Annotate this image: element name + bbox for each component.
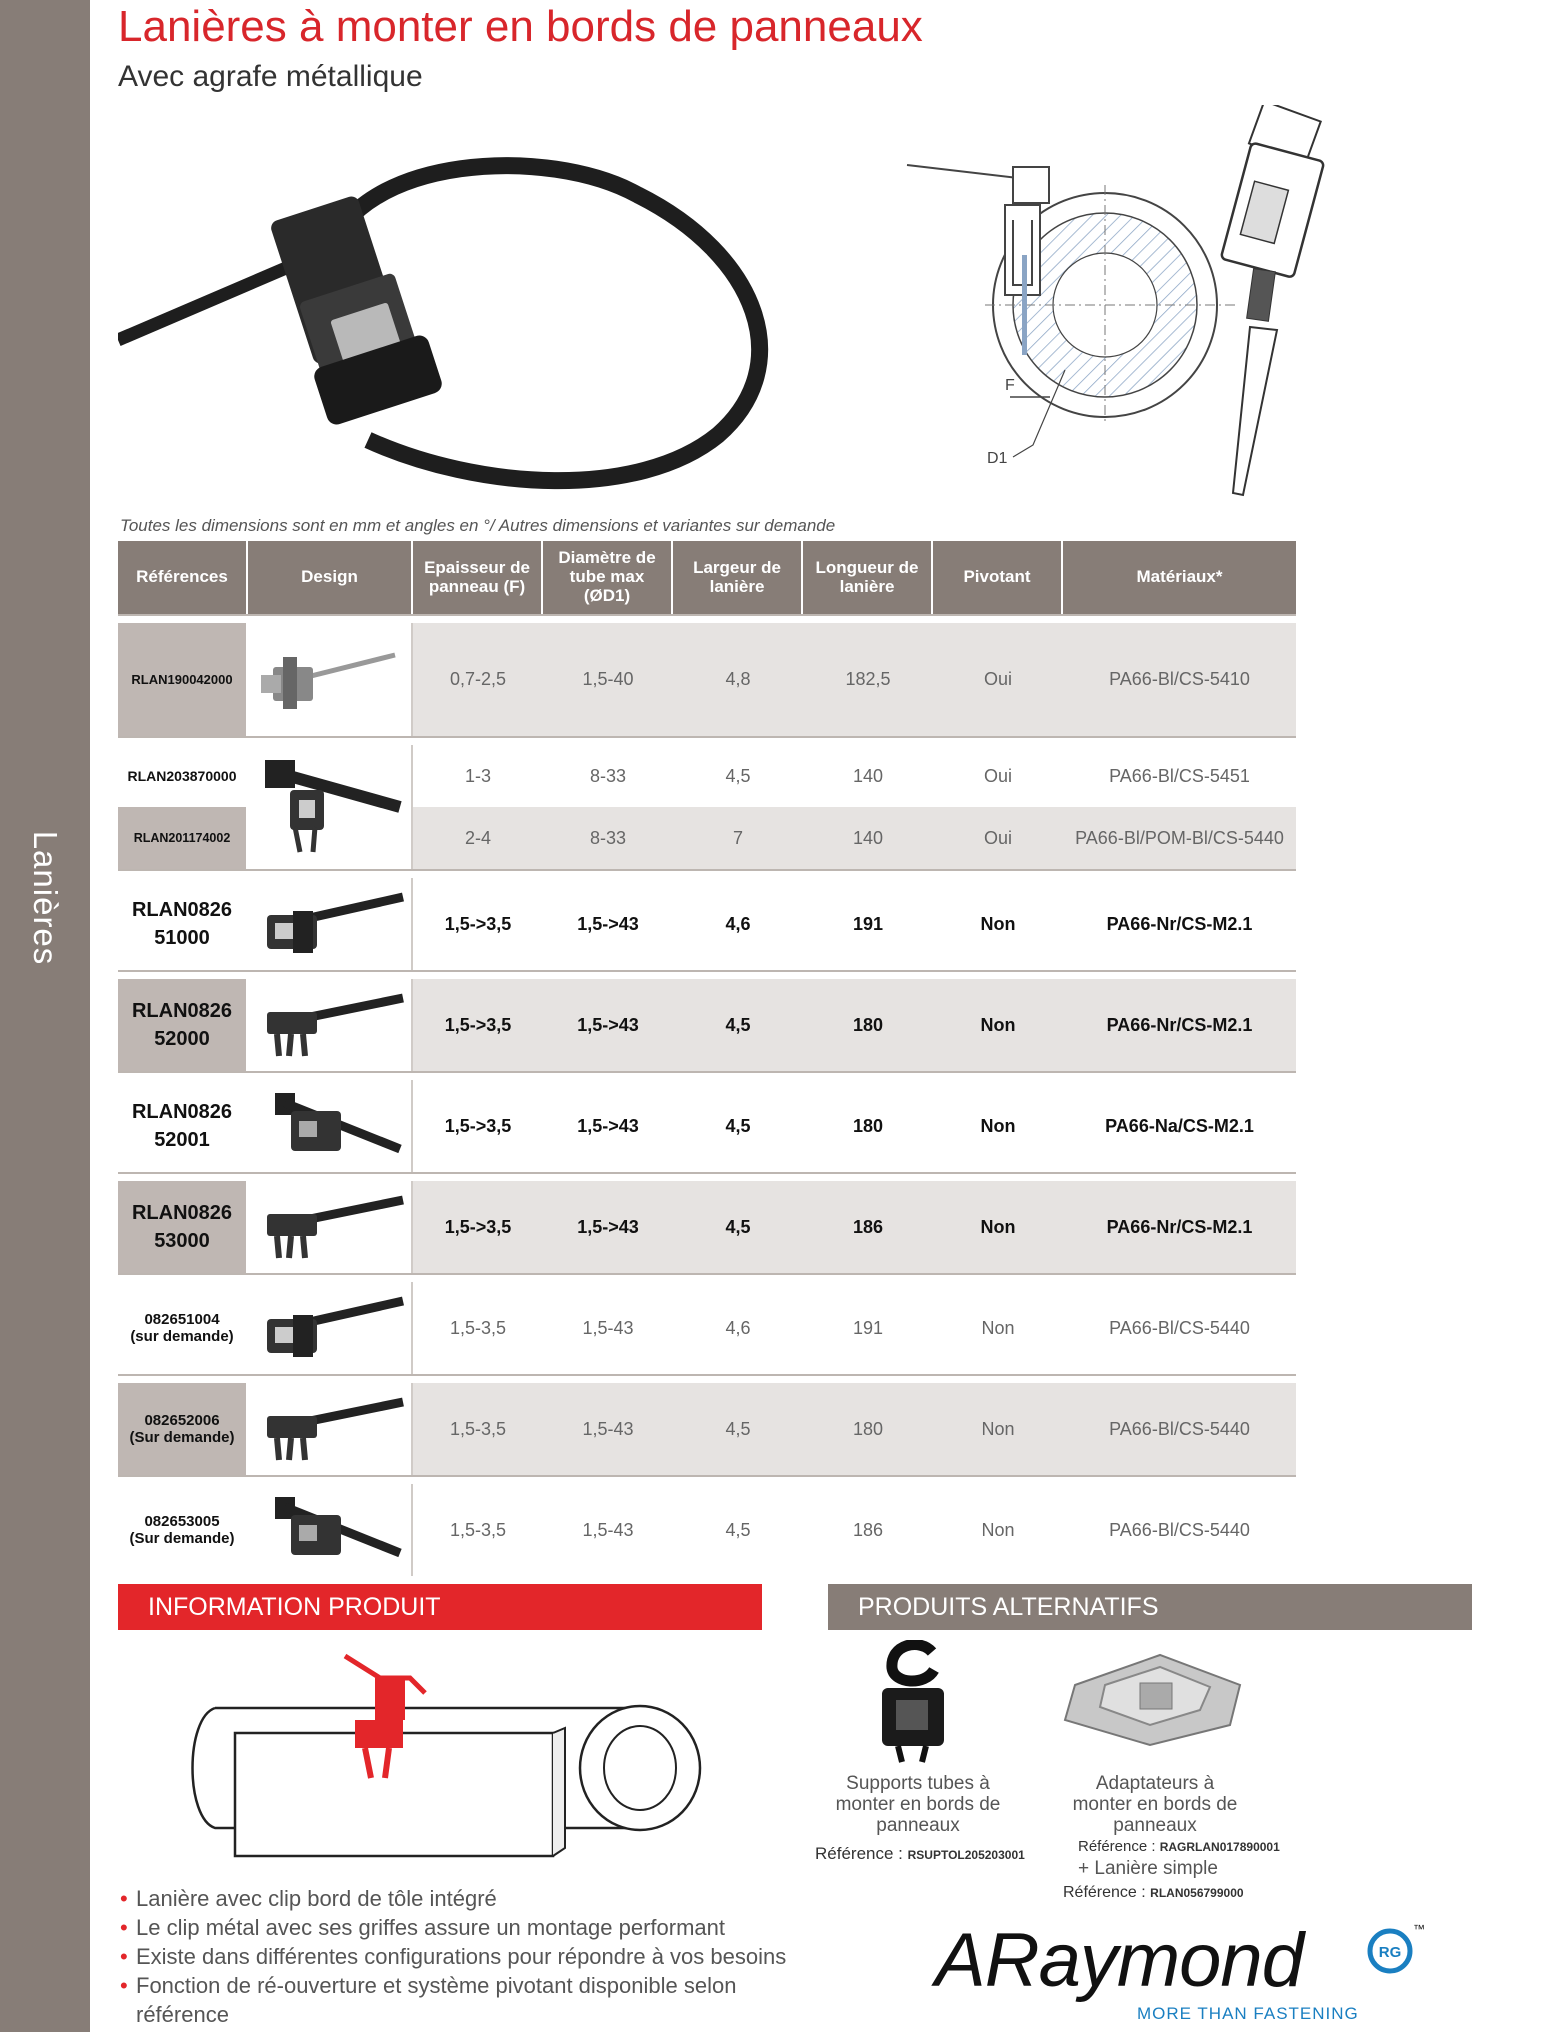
cell-longueur: 182,5 xyxy=(803,623,933,736)
design-image xyxy=(248,878,413,970)
cell-materiaux: PA66-Na/CS-M2.1 xyxy=(1063,1080,1296,1172)
table-row xyxy=(118,1181,1296,1273)
col-header-largeur: Largeur de lanière xyxy=(673,541,803,614)
label-d1: D1 xyxy=(987,450,1008,467)
cell-reference: RLAN0826 52001 xyxy=(118,1080,248,1172)
cell-largeur: 4,5 xyxy=(673,745,803,807)
cell-materiaux: PA66-Bl/POM-Bl/CS-5440 xyxy=(1063,807,1296,869)
design-image xyxy=(248,1383,413,1475)
cell-largeur: 7 xyxy=(673,807,803,869)
cell-longueur: 140 xyxy=(803,745,933,807)
alternative-adapter-ref: Référence : RAGRLAN017890001 xyxy=(1078,1838,1280,1855)
page-subtitle: Avec agrafe métallique xyxy=(118,60,423,93)
araymond-logo xyxy=(935,1918,1435,2028)
cell-longueur: 180 xyxy=(803,979,933,1071)
cell-materiaux: PA66-Bl/CS-5410 xyxy=(1063,623,1296,736)
cell-diametre: 1,5->43 xyxy=(543,1080,673,1172)
cell-diametre: 1,5-43 xyxy=(543,1282,673,1374)
cell-reference: RLAN0826 52000 xyxy=(118,979,248,1071)
alternative-adapter-ref2: Référence : RLAN056799000 xyxy=(1063,1884,1244,1901)
dimensions-note: Toutes les dimensions sont en mm et angles en °/ Autres dimensions et variantes sur demande xyxy=(120,516,836,535)
cell-pivotant: Oui xyxy=(933,745,1063,807)
cell-materiaux: PA66-Bl/CS-5440 xyxy=(1063,1383,1296,1475)
adapter-image xyxy=(1060,1645,1245,1750)
list-item: • Le clip métal avec ses griffes assure un montage performant xyxy=(120,1913,820,1942)
table-row xyxy=(118,745,1296,807)
cell-materiaux: PA66-Bl/CS-5440 xyxy=(1063,1282,1296,1374)
page-title: Lanières à monter en bords de panneaux xyxy=(118,2,923,51)
installation-illustration xyxy=(175,1648,715,1878)
product-photo xyxy=(118,115,798,510)
cell-diametre: 1,5-43 xyxy=(543,1484,673,1576)
cell-diametre: 1,5->43 xyxy=(543,878,673,970)
svg-text:RG: RG xyxy=(1378,1944,1402,1961)
design-image xyxy=(248,1484,413,1576)
cell-materiaux: PA66-Bl/CS-5451 xyxy=(1063,745,1296,807)
logo-trademark: ™ xyxy=(1413,1922,1425,1936)
label-f: F xyxy=(1005,377,1015,394)
sidebar xyxy=(0,0,90,2032)
table-row xyxy=(118,623,1296,736)
tube-support-image xyxy=(870,1640,960,1765)
design-image xyxy=(248,1181,413,1273)
cell-pivotant: Non xyxy=(933,1181,1063,1273)
cell-largeur: 4,5 xyxy=(673,1484,803,1576)
alternatives-banner: PRODUITS ALTERNATIFS xyxy=(828,1584,1472,1630)
cell-reference: RLAN0826 53000 xyxy=(118,1181,248,1273)
cell-largeur: 4,5 xyxy=(673,1383,803,1475)
cell-pivotant: Non xyxy=(933,1484,1063,1576)
cell-epaisseur: 1,5-3,5 xyxy=(413,1383,543,1475)
cell-longueur: 180 xyxy=(803,1080,933,1172)
cell-pivotant: Non xyxy=(933,1282,1063,1374)
technical-drawing xyxy=(905,105,1385,505)
logo-mark-icon xyxy=(1367,1928,1413,1974)
cell-longueur: 191 xyxy=(803,878,933,970)
design-image xyxy=(248,745,413,869)
design-image xyxy=(248,1282,413,1374)
cell-reference: RLAN203870000 xyxy=(118,745,248,807)
cell-materiaux: PA66-Bl/CS-5440 xyxy=(1063,1484,1296,1576)
col-header-design: Design xyxy=(248,541,413,614)
cell-epaisseur: 1-3 xyxy=(413,745,543,807)
col-header-longueur: Longueur de lanière xyxy=(803,541,933,614)
cell-materiaux: PA66-Nr/CS-M2.1 xyxy=(1063,878,1296,970)
cell-epaisseur: 2-4 xyxy=(413,807,543,869)
cell-diametre: 1,5-40 xyxy=(543,623,673,736)
cell-largeur: 4,6 xyxy=(673,878,803,970)
cell-largeur: 4,5 xyxy=(673,979,803,1071)
cell-pivotant: Oui xyxy=(933,623,1063,736)
cell-pivotant: Non xyxy=(933,1080,1063,1172)
spec-table xyxy=(118,541,1296,1576)
cell-materiaux: PA66-Nr/CS-M2.1 xyxy=(1063,979,1296,1071)
cell-reference: RLAN190042000 xyxy=(118,623,248,736)
list-item: • Existe dans différentes configurations pour répondre à vos besoins xyxy=(120,1942,820,1971)
logo-tagline: MORE THAN FASTENING xyxy=(1137,2004,1359,2023)
cell-pivotant: Non xyxy=(933,878,1063,970)
cell-diametre: 8-33 xyxy=(543,745,673,807)
col-header-epaisseur: Epaisseur de panneau (F) xyxy=(413,541,543,614)
cell-pivotant: Oui xyxy=(933,807,1063,869)
list-item: • Lanière avec clip bord de tôle intégré xyxy=(120,1884,820,1913)
table-row xyxy=(118,1080,1296,1172)
table-row xyxy=(118,1383,1296,1475)
col-header-materiaux: Matériaux* xyxy=(1063,541,1296,614)
info-banner: INFORMATION PRODUIT xyxy=(118,1584,762,1630)
col-header-diametre: Diamètre de tube max (ØD1) xyxy=(543,541,673,614)
cell-diametre: 1,5-43 xyxy=(543,1383,673,1475)
cell-longueur: 180 xyxy=(803,1383,933,1475)
cell-materiaux: PA66-Nr/CS-M2.1 xyxy=(1063,1181,1296,1273)
design-image xyxy=(248,1080,413,1172)
cell-reference: 082652006 (Sur demande) xyxy=(118,1383,248,1475)
cell-largeur: 4,8 xyxy=(673,623,803,736)
table-header-row xyxy=(118,541,1296,614)
list-item: • Fonction de ré-ouverture et système pivotant disponible selon référence xyxy=(120,1971,820,2029)
cell-epaisseur: 1,5-3,5 xyxy=(413,1484,543,1576)
cell-reference: RLAN201174002 xyxy=(118,807,248,869)
cell-reference: RLAN0826 51000 xyxy=(118,878,248,970)
col-header-pivotant: Pivotant xyxy=(933,541,1063,614)
cell-reference: 082653005 (Sur demande) xyxy=(118,1484,248,1576)
logo-wordmark: ARaymond xyxy=(935,1918,1303,2003)
cell-diametre: 1,5->43 xyxy=(543,979,673,1071)
cell-longueur: 140 xyxy=(803,807,933,869)
cell-reference: 082651004 (sur demande) xyxy=(118,1282,248,1374)
alternative-tube-support: Supports tubes à monter en bords de panneaux xyxy=(835,1773,1001,1836)
cell-longueur: 191 xyxy=(803,1282,933,1374)
alternative-tube-support-ref: Référence : RSUPTOL205203001 xyxy=(815,1844,1025,1863)
cell-diametre: 1,5->43 xyxy=(543,1181,673,1273)
alternative-adapter-extra: + Lanière simple xyxy=(1078,1858,1218,1879)
cell-longueur: 186 xyxy=(803,1484,933,1576)
cell-epaisseur: 1,5-3,5 xyxy=(413,1282,543,1374)
cell-longueur: 186 xyxy=(803,1181,933,1273)
table-row xyxy=(118,1282,1296,1374)
cell-epaisseur: 1,5->3,5 xyxy=(413,878,543,970)
table-row xyxy=(118,1484,1296,1576)
cell-epaisseur: 1,5->3,5 xyxy=(413,1080,543,1172)
col-header-references: Références xyxy=(118,541,248,614)
cell-largeur: 4,5 xyxy=(673,1080,803,1172)
design-image xyxy=(248,979,413,1071)
sidebar-label: Lanières xyxy=(27,830,64,966)
table-row xyxy=(118,979,1296,1071)
cell-epaisseur: 1,5->3,5 xyxy=(413,979,543,1071)
cell-epaisseur: 1,5->3,5 xyxy=(413,1181,543,1273)
cell-pivotant: Non xyxy=(933,1383,1063,1475)
cell-epaisseur: 0,7-2,5 xyxy=(413,623,543,736)
cell-largeur: 4,5 xyxy=(673,1181,803,1273)
cell-diametre: 8-33 xyxy=(543,807,673,869)
cell-pivotant: Non xyxy=(933,979,1063,1071)
table-row xyxy=(118,878,1296,970)
design-image xyxy=(248,623,413,736)
feature-list xyxy=(120,1884,820,2029)
alternative-adapter: Adaptateurs à monter en bords de panneaux xyxy=(1072,1773,1238,1836)
cell-largeur: 4,6 xyxy=(673,1282,803,1374)
